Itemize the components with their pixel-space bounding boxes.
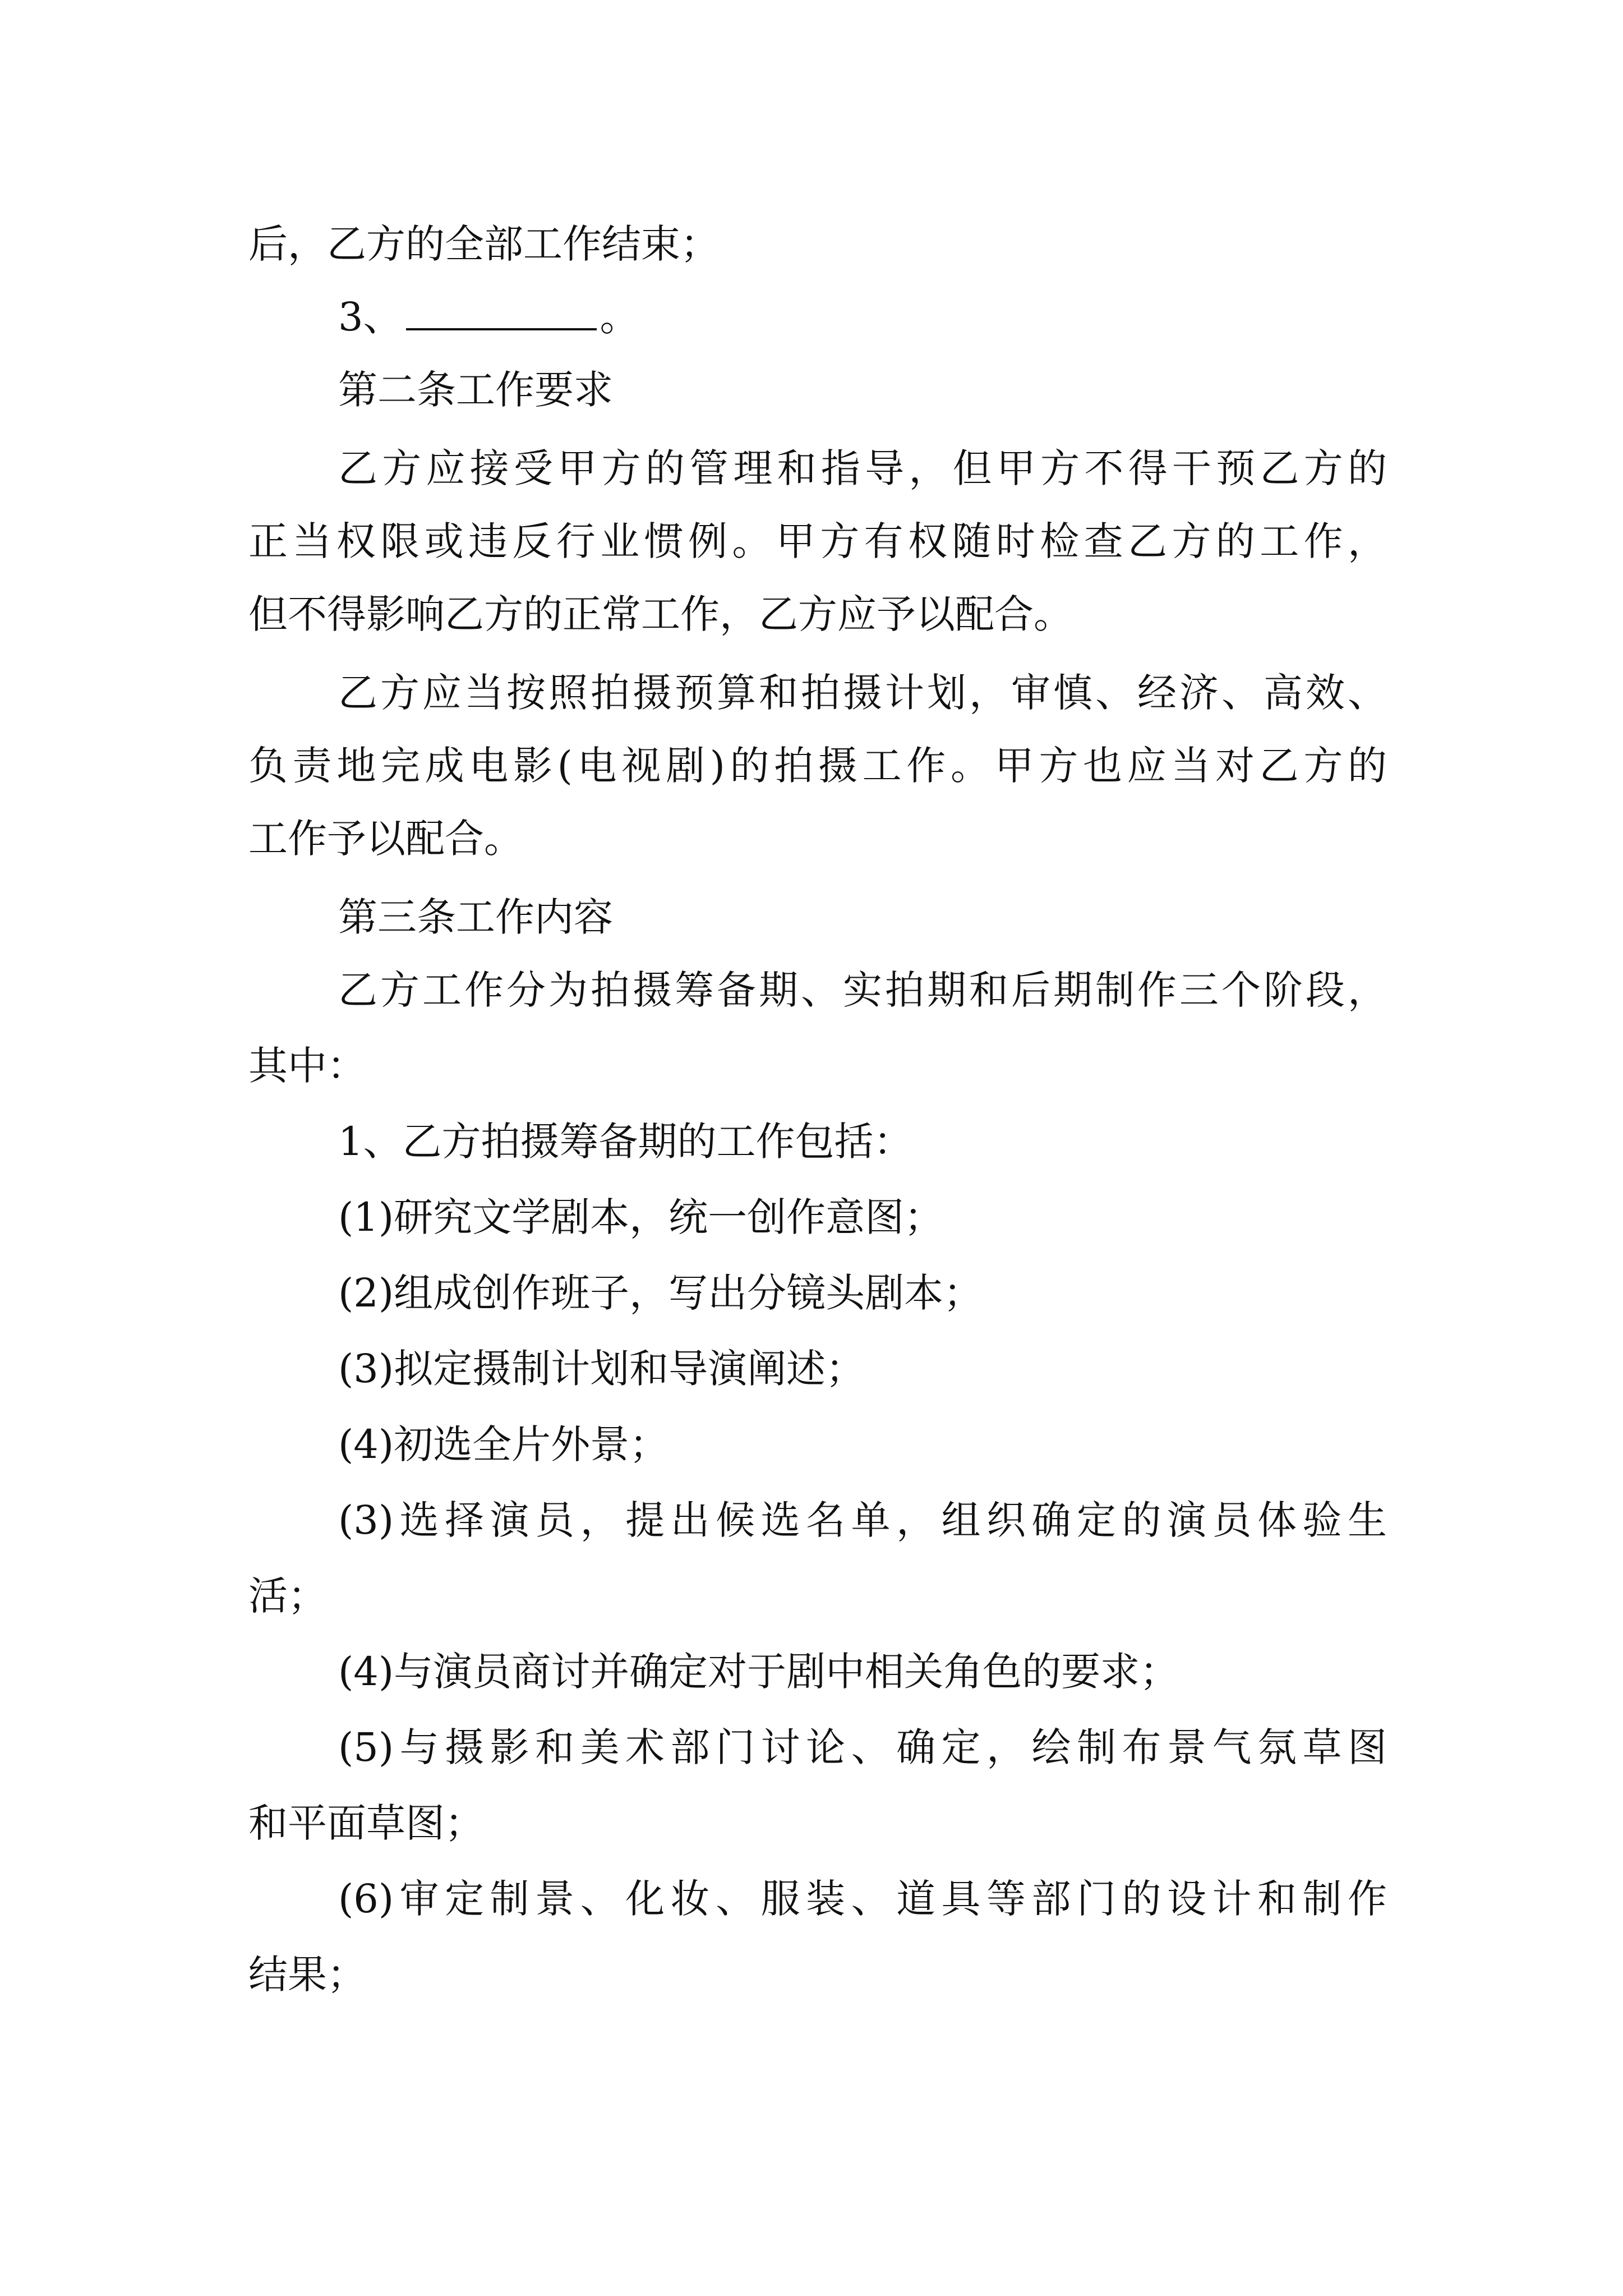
text-line: 乙方工作分为拍摄筹备期、实拍期和后期制作三个阶段， (338, 967, 1387, 1013)
list-item: (3)拟定摄制计划和导演阐述； (338, 1346, 865, 1392)
text-line: 和平面草图； (248, 1800, 484, 1846)
text-line: 后，乙方的全部工作结束； (248, 221, 720, 267)
text-line: 结果； (248, 1952, 366, 1998)
item-number: 3、 (338, 294, 403, 340)
list-item: (5)与摄影和美术部门讨论、确定，绘制布景气氛草图 (338, 1724, 1387, 1770)
list-item: (4)与演员商讨并确定对于剧中相关角色的要求； (338, 1649, 1179, 1695)
text-line: 其中： (248, 1043, 366, 1089)
text-line: 活； (248, 1573, 327, 1619)
list-item: (6)审定制景、化妆、服装、道具等部门的设计和制作 (338, 1876, 1387, 1922)
list-item: (1)研究文学剧本，统一创作意图； (338, 1194, 944, 1240)
text-line: 但不得影响乙方的正常工作，乙方应予以配合。 (248, 591, 1073, 637)
text-line: 工作予以配合。 (248, 816, 523, 862)
section-heading: 第二条工作要求 (338, 367, 613, 413)
fill-in-blank[interactable] (406, 299, 597, 330)
text-line: 正当权限或违反行业惯例。甲方有权随时检查乙方的工作， (248, 518, 1387, 564)
text-line: 乙方应接受甲方的管理和指导，但甲方不得干预乙方的 (338, 445, 1387, 491)
list-item: (4)初选全片外景； (338, 1421, 669, 1467)
section-heading: 第三条工作内容 (338, 894, 613, 940)
list-item: (3)选择演员，提出候选名单，组织确定的演员体验生 (338, 1497, 1387, 1543)
text-line: 乙方应当按照拍摄预算和拍摄计划，审慎、经济、高效、 (338, 670, 1387, 716)
text-line: 负责地完成电影(电视剧)的拍摄工作。甲方也应当对乙方的 (248, 743, 1387, 789)
text-line: 1、乙方拍摄筹备期的工作包括： (338, 1119, 913, 1165)
item-end-mark: 。 (600, 294, 639, 340)
list-item: (2)组成创作班子，写出分镜头剧本； (338, 1270, 983, 1316)
numbered-item-blank (338, 292, 639, 342)
